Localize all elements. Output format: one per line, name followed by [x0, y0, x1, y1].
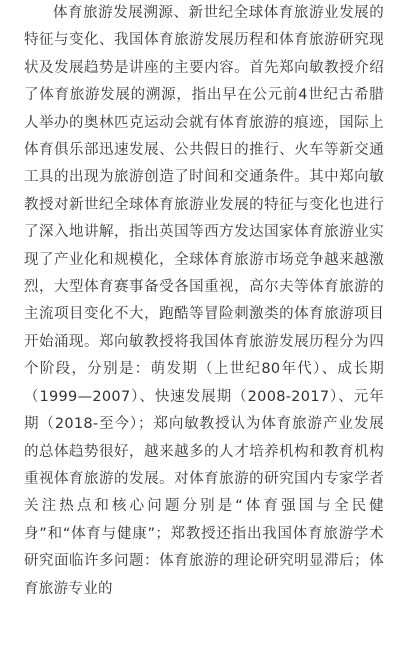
article-paragraph: 体育旅游发展溯源、新世纪全球体育旅游业发展的特征与变化、我国体育旅游发展历程和体育旅游研究现状及发展趋势是讲座的主要内容。首先郑向敏教授介绍了体育旅游发展的溯源，指出早在公元前4世纪古希腊人举办的奥林匹克运动会就有体育旅游的痕迹，国际上体育俱乐部迅速发展、公共假日的推行、火车等新交通工具的出现为旅游创造了时间和交通条件。其中郑向敏教授对新世纪全球体育旅游业发展的特征与变化也进行了深入地讲解，指出英国等西方发达国家体育旅游业实现了产业化和规模化，全球体育旅游市场竞争越来越激烈，大型体育赛事备受各国重视，高尔夫等体育旅游的主流项目变化不大，跑酷等冒险刺激类的体育旅游项目开始涌现。郑向敏教授将我国体育旅游发展历程分为四个阶段，分别是：萌发期（上世纪80年代）、成长期（1999—2007）、快速发展期（2008-2017）、元年期（2018-至今）；郑向敏教授认为体育旅游产业发展的总体趋势很好，越来越多的人才培养机构和教育机构重视体育旅游的发展。对体育旅游的研究国内专家学者关注热点和核心问题分别是“体育强国与全民健身”和“体育与健康”；郑教授还指出我国体育旅游学术研究面临许多问题：体育旅游的理论研究明显滞后；体育旅游专业的 — [24, 5, 384, 597]
article-body — [24, 0, 384, 603]
